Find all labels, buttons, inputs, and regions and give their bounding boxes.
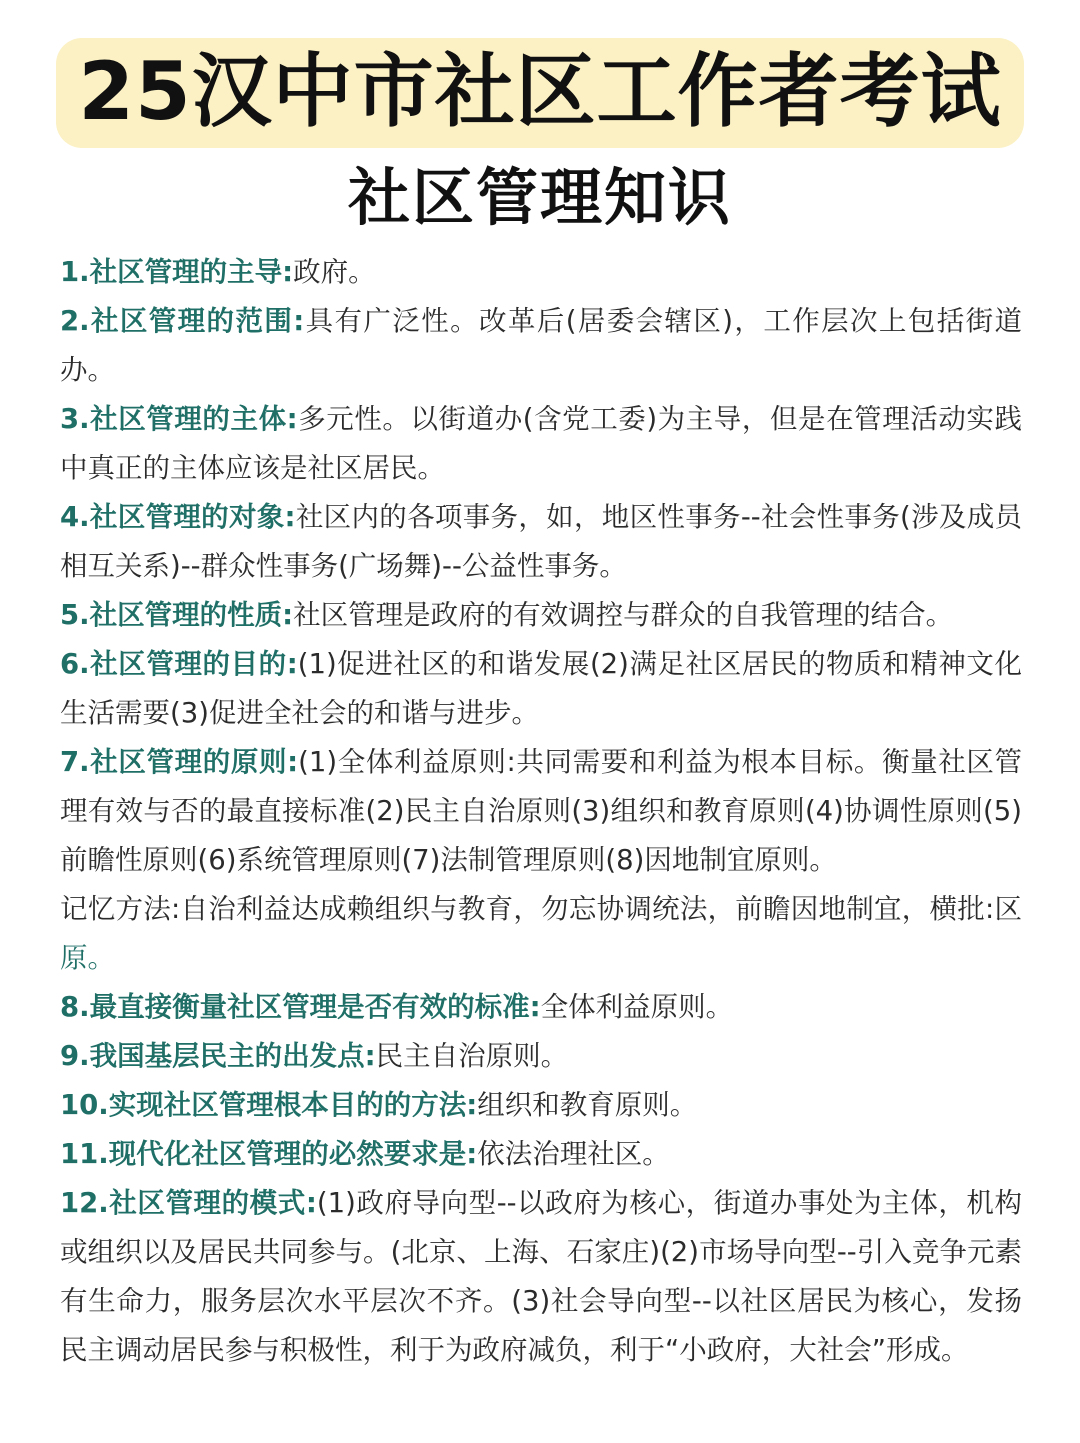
item-text: 社区管理是政府的有效调控与群众的自我管理的结合。 (293, 599, 954, 631)
list-item (60, 1081, 1022, 1130)
list-item (60, 1130, 1022, 1179)
item-text: 依法治理社区。 (477, 1138, 670, 1170)
item-label: 2.社区管理的范围: (60, 305, 305, 337)
item-text: 社区内的各项事务，如，地区性事务--社会性事务(涉及成员相互关系)--群众性事务(广场舞)--公益性事务。 (60, 501, 1023, 582)
list-item (60, 395, 1022, 493)
item-text: 政府。 (293, 256, 376, 288)
item-text: (1)促进社区的和谐发展(2)满足社区居民的物质和精神文化生活需要(3)促进全社会的和谐与进步。 (60, 648, 1023, 729)
title-area (0, 38, 1080, 148)
page-subtitle: 社区管理知识 (347, 161, 732, 234)
memory-method (60, 885, 1022, 983)
item-label: 1.社区管理的主导: (60, 256, 294, 288)
memory-text: 记忆方法:自治利益达成赖组织与教育，勿忘协调统法，前瞻因地制宜，横批:区 (60, 893, 1022, 925)
item-text: 组织和教育原则。 (477, 1089, 698, 1121)
list-item (60, 983, 1022, 1032)
item-text: 具有广泛性。改革后(居委会辖区)，工作层次上包括街道办。 (60, 305, 1022, 386)
item-label: 6.社区管理的目的: (60, 648, 298, 680)
item-text: 民主自治原则。 (375, 1040, 569, 1072)
item-text: (1)政府导向型--以政府为核心，街道办事处为主体，机构或组织以及居民共同参与。(北京、上海、石家庄)(2)市场导向型--引入竞争元素有生命力，服务层次水平层次不齐。(3)社会导向型--以社区居民为核心，发扬民主调动居民参与积极性，利于为政府减负，利于“小政府，大社会”形成。 (60, 1187, 1022, 1366)
list-item (60, 248, 1022, 297)
list-item (60, 297, 1022, 395)
item-label: 9.我国基层民主的出发点: (60, 1040, 376, 1072)
item-text: 全体利益原则。 (540, 991, 734, 1023)
list-item (60, 591, 1022, 640)
list-item (60, 640, 1022, 738)
item-label: 5.社区管理的性质: (60, 599, 294, 631)
content-body (60, 248, 1022, 1375)
memory-tail: 原。 (60, 942, 115, 974)
list-item (60, 1032, 1022, 1081)
item-label: 12.社区管理的模式: (60, 1187, 317, 1219)
item-label: 11.现代化社区管理的必然要求是: (60, 1138, 478, 1170)
item-label: 4.社区管理的对象: (60, 501, 296, 533)
page-title: 25汉中市社区工作者考试 (56, 38, 1023, 148)
list-item (60, 493, 1022, 591)
item-label: 10.实现社区管理根本目的的方法: (60, 1089, 478, 1121)
item-text: (1)全体利益原则:共同需要和利益为根本目标。衡量社区管理有效与否的最直接标准(2)民主自治原则(3)组织和教育原则(4)协调性原则(5)前瞻性原则(6)系统管理原则(7)法制管理原则(8)因地制宜原则。 (60, 746, 1023, 876)
item-label: 3.社区管理的主体: (60, 403, 298, 435)
list-item (60, 1179, 1022, 1375)
list-item (60, 738, 1022, 885)
item-label: 8.最直接衡量社区管理是否有效的标准: (60, 991, 541, 1023)
item-text: 多元性。以街道办(含党工委)为主导，但是在管理活动实践中真正的主体应该是社区居民。 (60, 403, 1022, 484)
item-label: 7.社区管理的原则: (60, 746, 299, 778)
